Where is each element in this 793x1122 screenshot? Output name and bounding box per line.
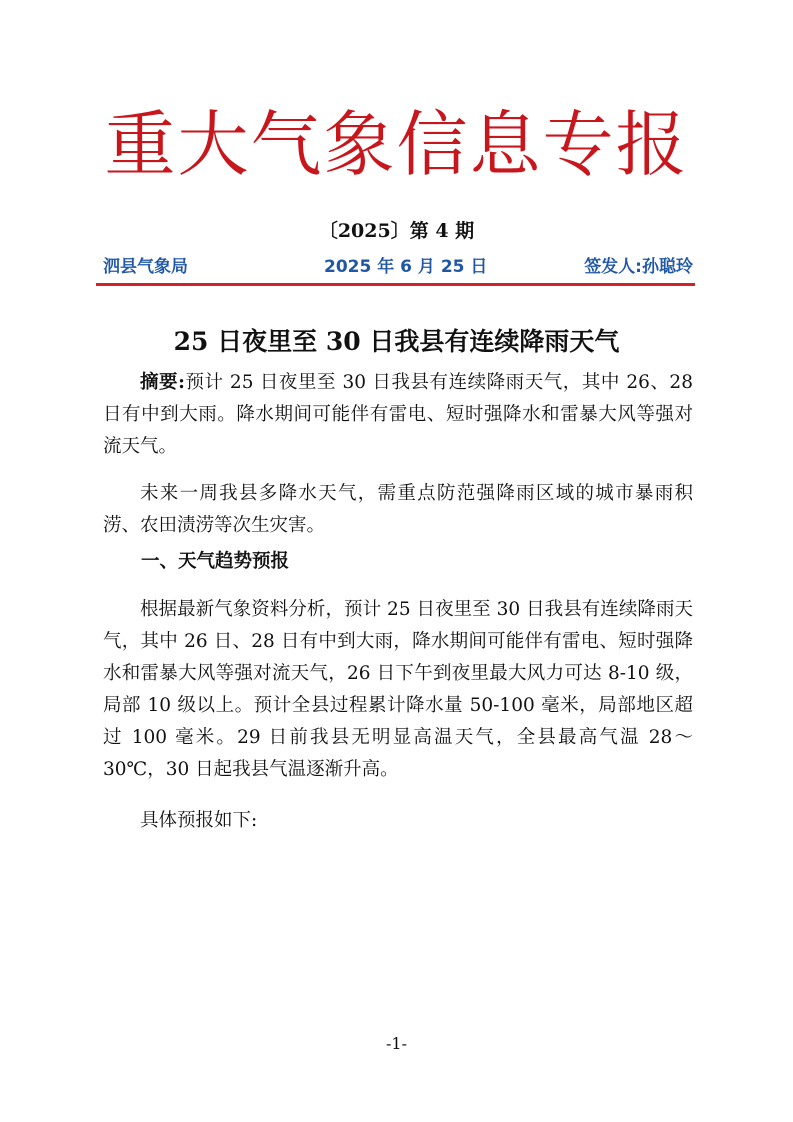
document-title: 25 日夜里至 30 日我县有连续降雨天气 (173, 327, 620, 356)
masthead-title: 重大气象信息专报 (104, 103, 689, 186)
section-heading: 一、天气趋势预报 (141, 551, 290, 572)
details-intro: 具体预报如下: (140, 810, 258, 831)
abstract-label: 摘要: (140, 372, 185, 393)
issuer-name: 泗县气象局 (103, 257, 188, 277)
page-number: -1- (386, 1034, 407, 1053)
abstract-paragraph (103, 367, 693, 463)
signer-name: 签发人:孙聪玲 (584, 257, 693, 277)
abstract-text: 预计 25 日夜里至 30 日我县有连续降雨天气，其中 26、28 日有中到大雨。降水期间可能伴有雷电、短时强降水和雷暴大风等强对流天气。 (103, 372, 693, 457)
issue-date: 2025 年 6 月 25 日 (324, 257, 488, 277)
meta-row (103, 252, 693, 278)
forecast-paragraph: 根据最新气象资料分析，预计 25 日夜里至 30 日我县有连续降雨天气，其中 26 日、28 日有中到大雨，降水期间可能伴有雷电、短时强降水和雷暴大风等强对流天气，26 日下午到夜里最大风力可达 8-10 级，局部 10 级以上。预计全县过程累计降水量 50-100 毫米，局部地区超过 100 毫米。29 日前我县无明显高温天气，全县最高气温 28～30℃，30 日起我县气温逐渐升高。 (103, 599, 693, 780)
issue-number: 〔2025〕第 4 期 (318, 220, 475, 242)
header-divider (96, 283, 695, 286)
warning-paragraph: 未来一周我县多降水天气，需重点防范强降雨区域的城市暴雨积涝、农田渍涝等次生灾害。 (103, 483, 693, 536)
